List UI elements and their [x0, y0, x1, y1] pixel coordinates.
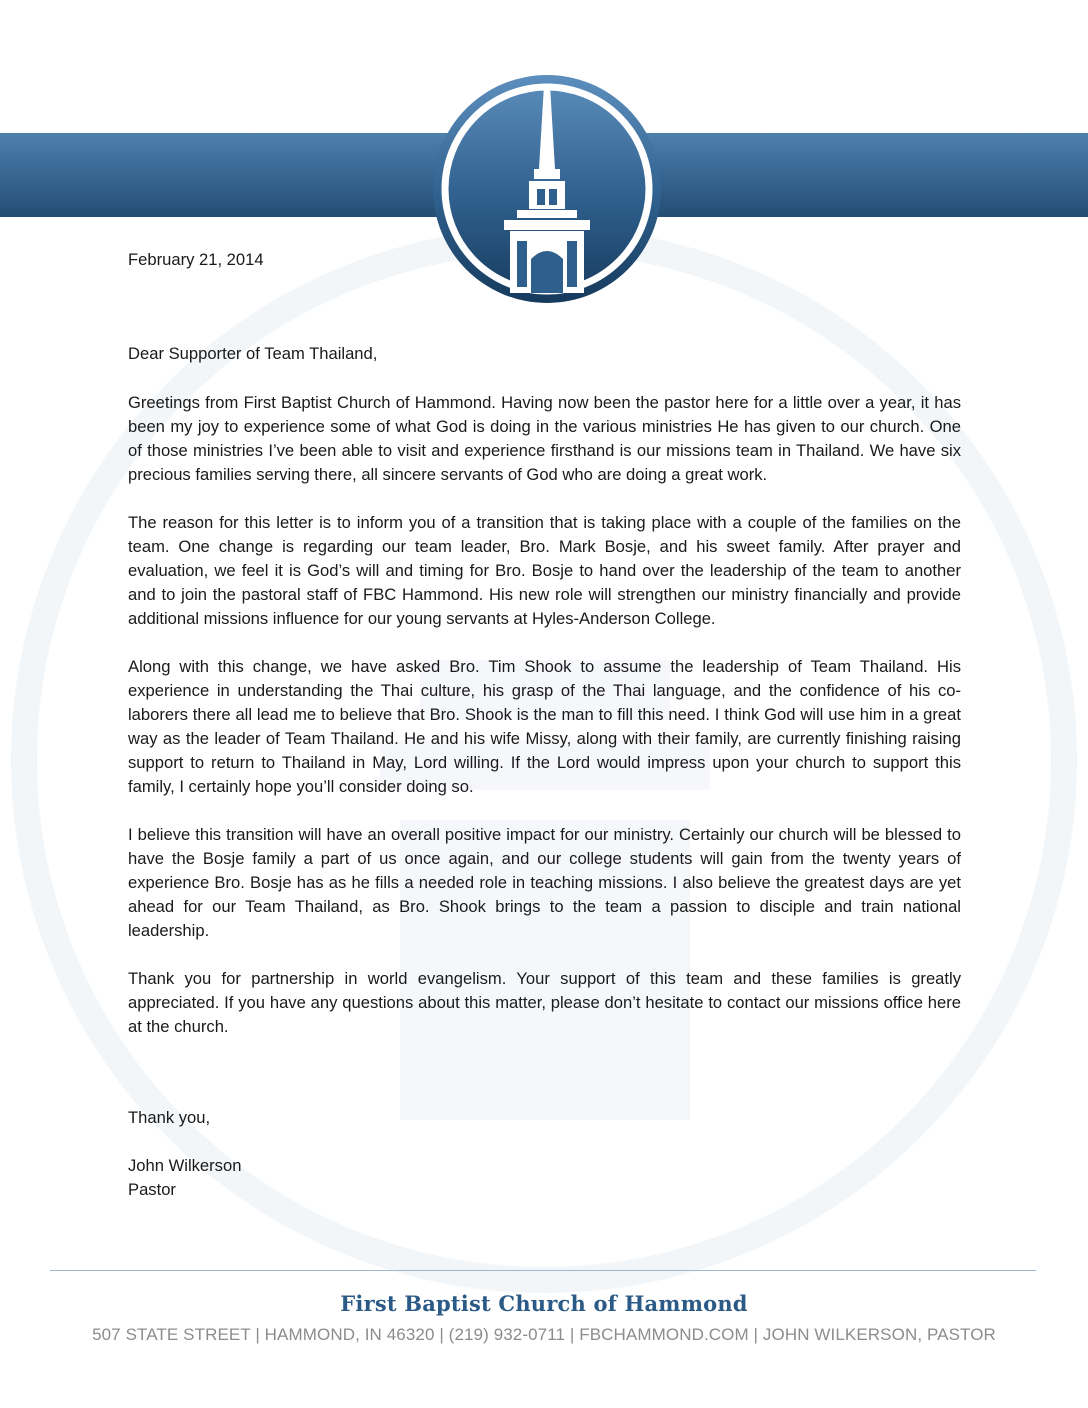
signer-name: John Wilkerson	[128, 1156, 242, 1175]
paragraph: Along with this change, we have asked Bro. Tim Shook to assume the leadership of Team Thailand. His experience in understanding the Thai culture, his grasp of the Thai language, and the confidence of his co-laborers there all lead me to believe that Bro. Shook is the man to fill this need. I think God will use him in a great way as the leader of Team Thailand. He and his wife Missy, along with their family, are currently finishing raising support to return to Thailand in May, Lord willing. If the Lord would impress upon your church to support this family, I certainly hope you’ll consider doing so.	[128, 657, 961, 796]
footer-church-name: First Baptist Church of Hammond	[340, 1291, 748, 1316]
footer-address: 507 STATE STREET | HAMMOND, IN 46320 | (219) 932-0711 | FBCHAMMOND.COM | JOHN WILKERSON, PASTOR	[92, 1325, 996, 1344]
footer-divider	[50, 1270, 1036, 1271]
paragraph: The reason for this letter is to inform you of a transition that is taking place with a couple of the families on the team. One change is regarding our team leader, Bro. Mark Bosje, and his sweet family. After prayer and evaluation, we feel it is God’s will and timing for Bro. Bosje to hand over the leadership of the team to another and to join the pastoral staff of FBC Hammond. His new role will strengthen our ministry financially and provide additional missions influence for our young servants at Hyles-Anderson College.	[128, 513, 961, 628]
salutation: Dear Supporter of Team Thailand,	[128, 344, 378, 363]
letter-date: February 21, 2014	[128, 250, 264, 269]
paragraph: I believe this transition will have an overall positive impact for our ministry. Certainly our church will be blessed to have the Bosje family a part of us once again, and our college students will gain from the twenty years of experience Bro. Bosje has as he fills a needed role in teaching missions. I also believe the greatest days are yet ahead for our Team Thailand, as Bro. Shook brings to the team a passion to disciple and train national leadership.	[128, 825, 961, 940]
signer-title: Pastor	[128, 1180, 176, 1199]
paragraph: Greetings from First Baptist Church of Hammond. Having now been the pastor here for a little over a year, it has been my joy to experience some of what God is doing in the various ministries He has given to our church. One of those ministries I’ve been able to visit and experience firsthand is our missions team in Thailand. We have six precious families serving there, all sincere servants of God who are doing a great work.	[128, 393, 961, 484]
church-steeple-icon	[413, 73, 681, 305]
paragraph: Thank you for partnership in world evangelism. Your support of this team and these families is greatly appreciated. If you have any questions about this matter, please don’t hesitate to contact our missions office here at the church.	[128, 969, 961, 1036]
closing: Thank you,	[128, 1108, 211, 1127]
letter-body	[128, 391, 961, 1063]
